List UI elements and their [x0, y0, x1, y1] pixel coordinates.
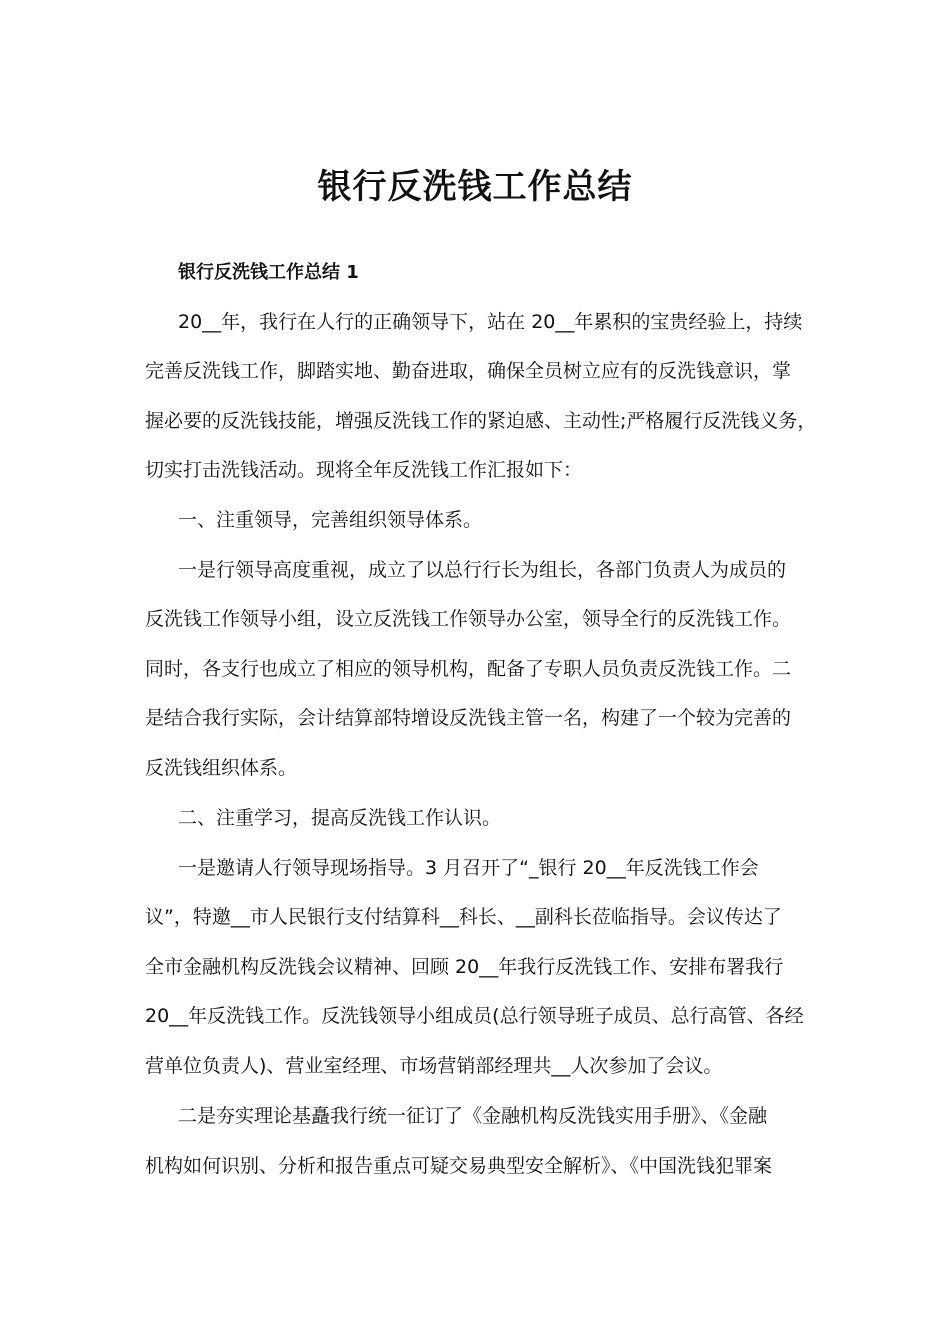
paragraph-line: 同时，各支行也成立了相应的领导机构，配备了专职人员负责反洗钱工作。二 — [145, 658, 792, 680]
paragraph-line: 营单位负责人)、营业室经理、市场营销部经理共__人次参加了会议。 — [145, 1055, 723, 1077]
paragraph-line: 反洗钱工作领导小组，设立反洗钱工作领导办公室，领导全行的反洗钱工作。 — [145, 608, 792, 630]
paragraph-line: 是结合我行实际，会计结算部特增设反洗钱主管一名，构建了一个较为完善的 — [145, 707, 792, 729]
paragraph-line: 一是行领导高度重视，成立了以总行行长为组长，各部门负责人为成员的 — [178, 559, 787, 581]
document-title: 银行反洗钱工作总结 — [317, 167, 633, 207]
paragraph-line: 反洗钱组织体系。 — [145, 757, 298, 779]
paragraph-line: 全市金融机构反洗钱会议精神、回顾 20__年我行反洗钱工作、安排布署我行 — [145, 956, 784, 978]
paragraph-line: 二是夯实理论基矗我行统一征订了《金融机构反洗钱实用手册》、《金融 — [178, 1105, 768, 1127]
paragraph-line: 20__年反洗钱工作。反洗钱领导小组成员(总行领导班子成员、总行高管、各经 — [145, 1005, 804, 1027]
subheading-line: 二、注重学习，提高反洗钱工作认识。 — [178, 807, 502, 829]
section-heading: 银行反洗钱工作总结 1 — [178, 262, 359, 283]
paragraph-line: 议”，特邀__市人民银行支付结算科__科长、__副科长莅临指导。会议传达了 — [145, 906, 782, 928]
paragraph-line: 握必要的反洗钱技能，增强反洗钱工作的紧迫感、主动性;严格履行反洗钱义务， — [145, 410, 817, 432]
paragraph-line: 切实打击洗钱活动。现将全年反洗钱工作汇报如下： — [145, 459, 583, 481]
paragraph-line: 完善反洗钱工作，脚踏实地、勤奋进取，确保全员树立应有的反洗钱意识，掌 — [145, 360, 792, 382]
paragraph-line: 20__年，我行在人行的正确领导下，站在 20__年累积的宝贵经验上，持续 — [178, 311, 803, 333]
paragraph-line: 一是邀请人行领导现场指导。3 月召开了“_银行 20__年反洗钱工作会 — [178, 857, 759, 879]
subheading-line: 一、注重领导，完善组织领导体系。 — [178, 509, 483, 531]
paragraph-line: 机构如何识别、分析和报告重点可疑交易典型安全解析》、《中国洗钱犯罪案 — [145, 1155, 773, 1177]
